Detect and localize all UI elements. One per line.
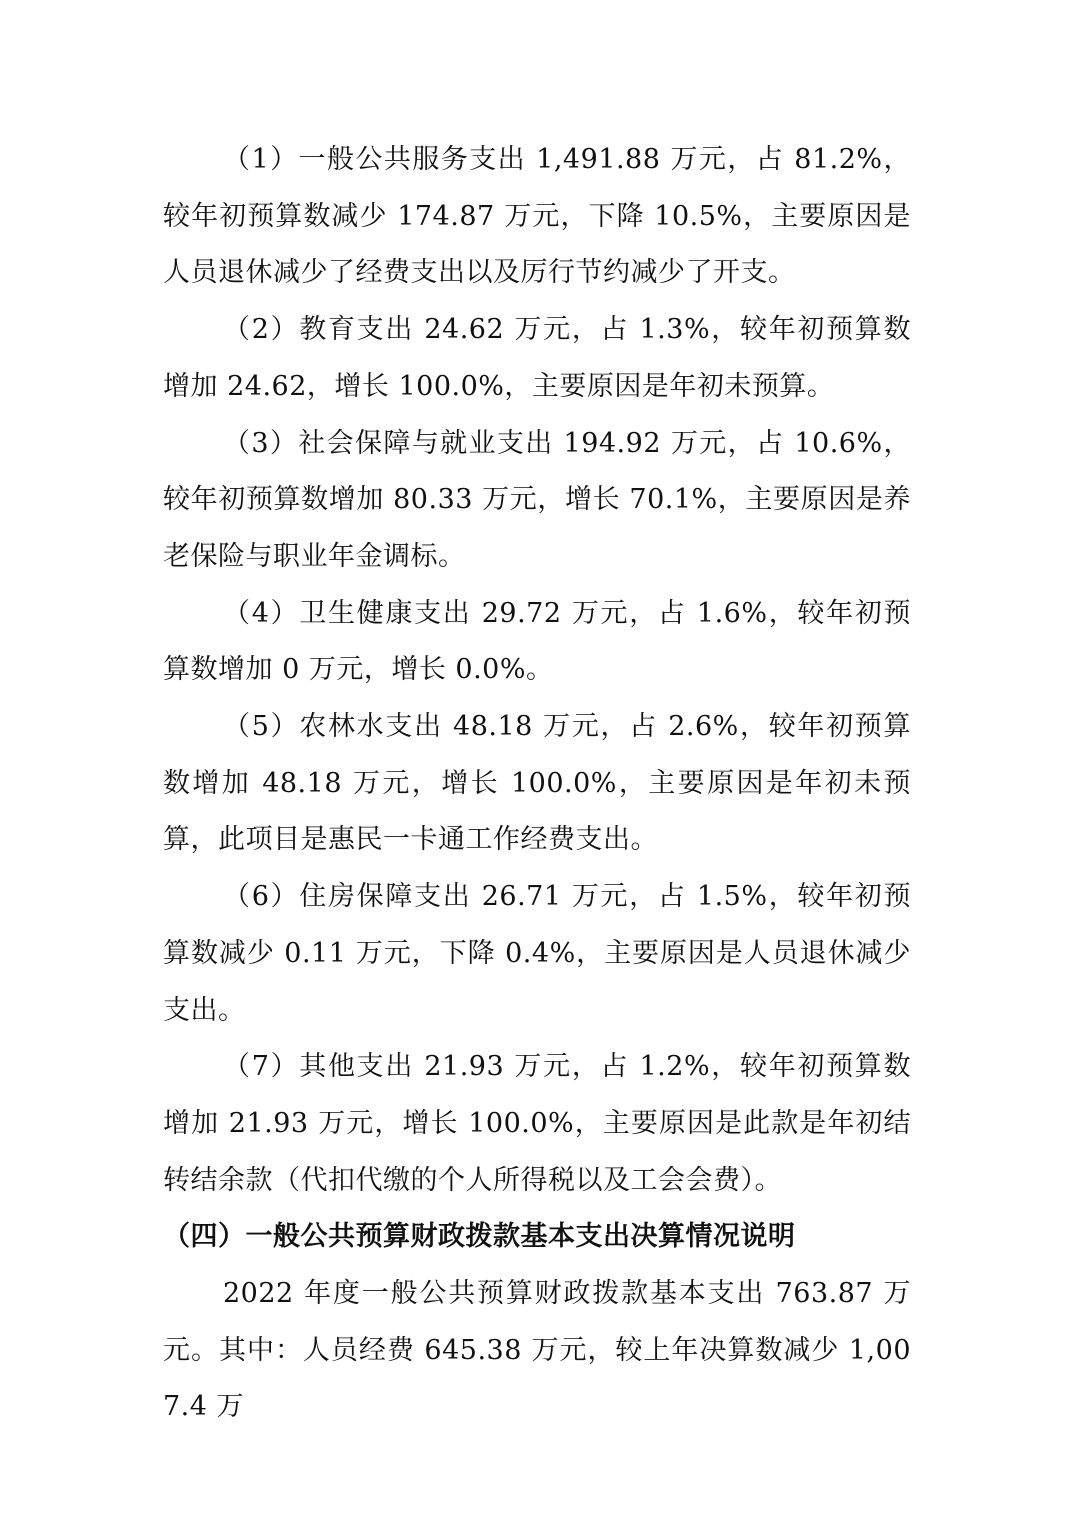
- paragraph-basic-expenditure-summary: 2022 年度一般公共预算财政拨款基本支出 763.87 万元。其中：人员经费 645.38 万元，较上年决算数减少 1,007.4 万: [163, 1278, 911, 1423]
- paragraph-agriculture: （5）农林水支出 48.18 万元，占 2.6%，较年初预算数增加 48.18 万元，增长 100.0%，主要原因是年初未预算，此项目是惠民一卡通工作经费支出。: [163, 711, 911, 856]
- document-body: [163, 132, 911, 1436]
- paragraph-education: （2）教育支出 24.62 万元，占 1.3%，较年初预算数增加 24.62，增长 100.0%，主要原因是年初未预算。: [163, 314, 911, 402]
- paragraph-other-expenditure: （7）其他支出 21.93 万元，占 1.2%，较年初预算数增加 21.93 万元，增长 100.0%，主要原因是此款是年初结转结余款（代扣代缴的个人所得税以及工会会费）。: [163, 1051, 911, 1196]
- paragraph-health: （4）卫生健康支出 29.72 万元，占 1.6%，较年初预算数增加 0 万元，增长 0.0%。: [163, 597, 911, 686]
- paragraph-social-security: （3）社会保障与就业支出 194.92 万元，占 10.6%，较年初预算数增加 80.33 万元，增长 70.1%，主要原因是养老保险与职业年金调标。: [163, 427, 911, 572]
- section-heading: （四）一般公共预算财政拨款基本支出决算情况说明: [163, 1221, 796, 1253]
- paragraph-general-public-services: （1）一般公共服务支出 1,491.88 万元，占 81.2%，较年初预算数减少 174.87 万元，下降 10.5%，主要原因是人员退休减少了经费支出以及厉行节约减少了开支。: [163, 144, 911, 289]
- paragraph-housing: （6）住房保障支出 26.71 万元，占 1.5%，较年初预算数减少 0.11 万元，下降 0.4%，主要原因是人员退休减少支出。: [163, 881, 911, 1026]
